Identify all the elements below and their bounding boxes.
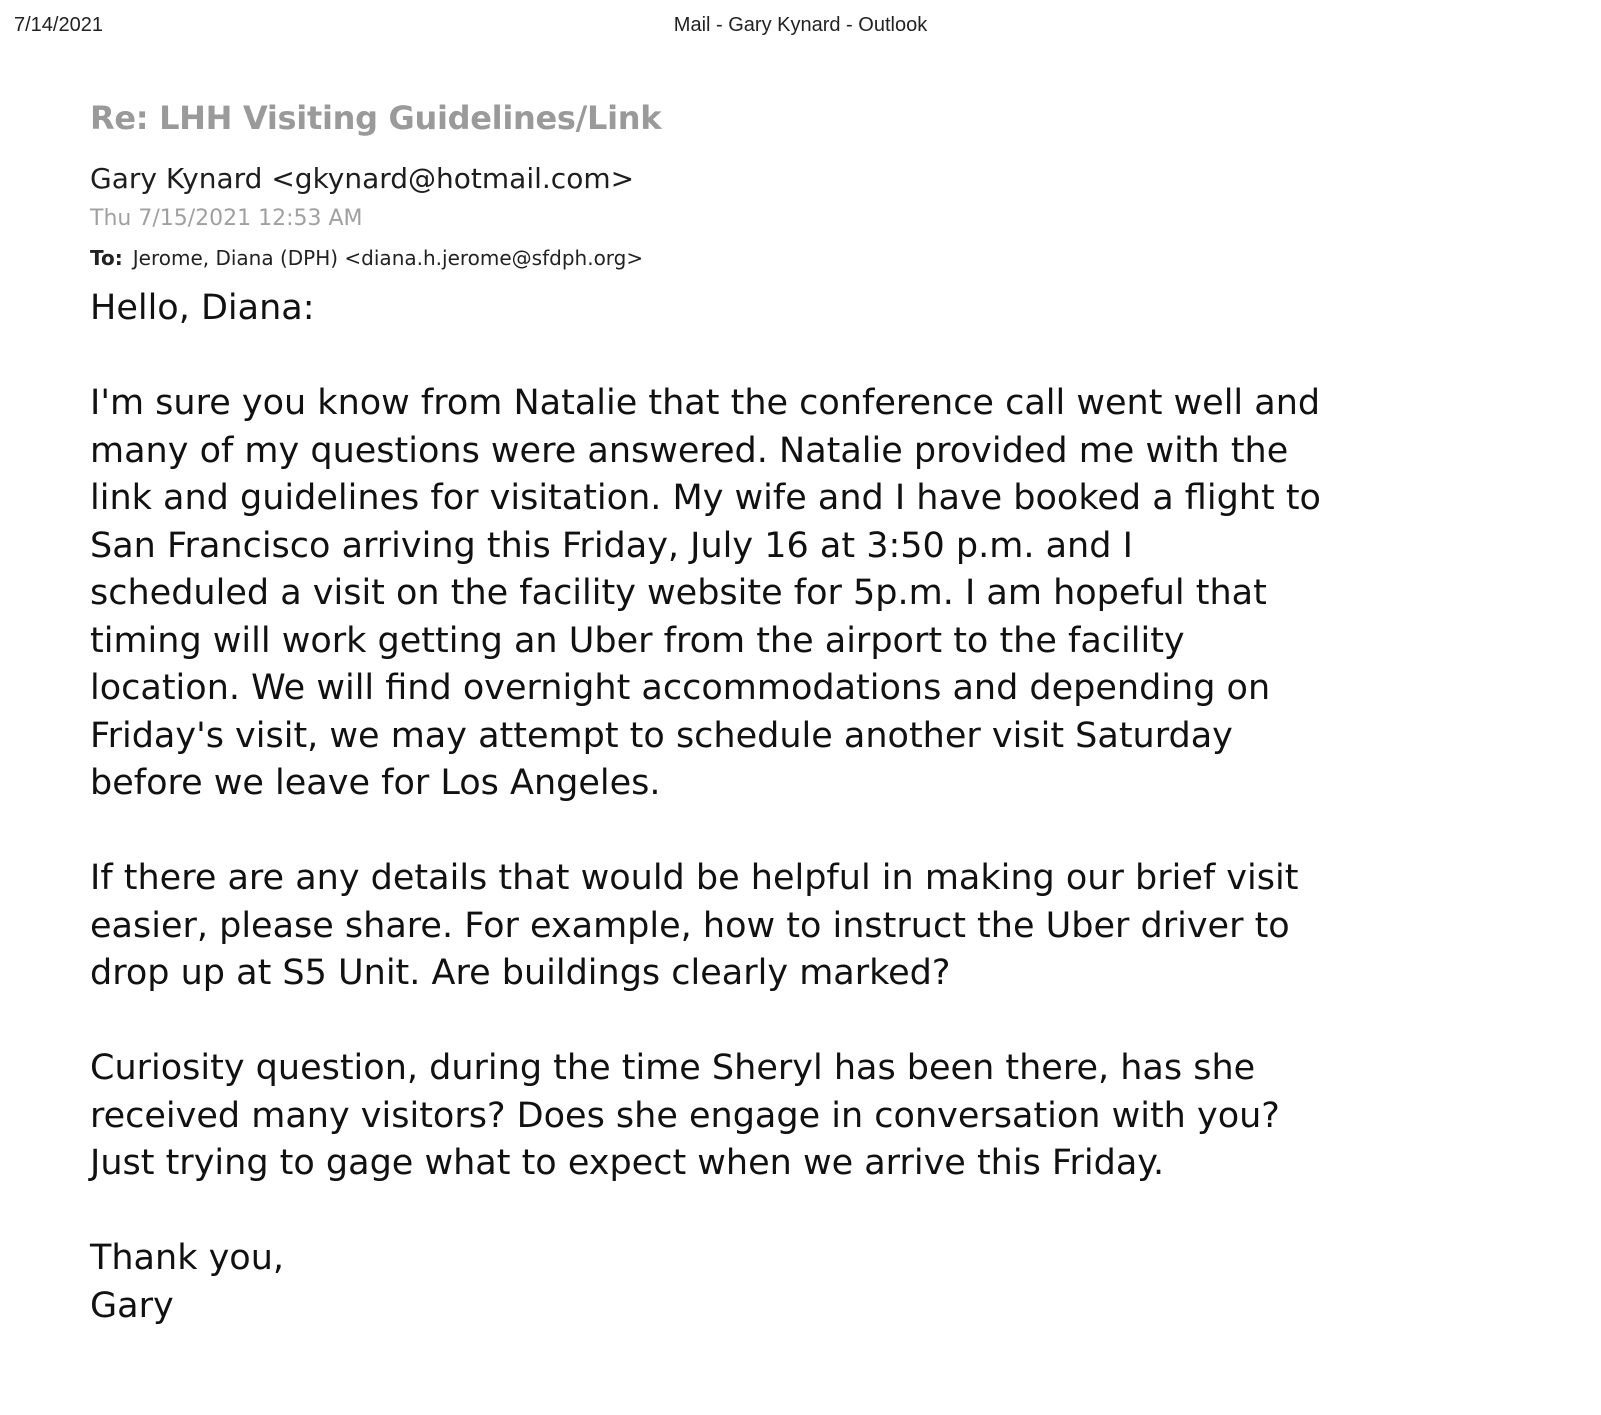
email-signature: Gary [90, 1285, 174, 1326]
body-line: I'm sure you know from Natalie that the conference call went well and [90, 383, 1321, 423]
email-sent-date: Thu 7/15/2021 12:53 AM [90, 206, 363, 231]
body-line: easier, please share. For example, how to instruct the Uber driver to [90, 905, 1290, 946]
body-line: Friday's visit, we may attempt to schedule another visit Saturday [90, 715, 1233, 756]
print-date: 7/14/2021 [14, 14, 103, 36]
body-line: many of my questions were answered. Natalie provided me with the [90, 430, 1289, 471]
email-paragraph-1 [90, 380, 1530, 808]
body-line: Curiosity question, during the time Sheryl has been there, has she [90, 1048, 1256, 1088]
email-body [90, 285, 1530, 1330]
email-closing: Thank you, [90, 1238, 285, 1278]
body-line: received many visitors? Does she engage in conversation with you? [90, 1095, 1280, 1136]
body-line: link and guidelines for visitation. My wife and I have booked a flight to [90, 478, 1321, 518]
print-title: Mail - Gary Kynard - Outlook [673, 14, 928, 36]
email-paragraph-3 [90, 1045, 1530, 1188]
body-line: Just trying to gage what to expect when we arrive this Friday. [90, 1143, 1165, 1183]
body-line: drop up at S5 Unit. Are buildings clearly marked? [90, 953, 951, 993]
body-line: location. We will find overnight accommodations and depending on [90, 668, 1271, 708]
email-message [90, 95, 1530, 1378]
email-greeting: Hello, Diana: [90, 288, 315, 328]
email-subject: Re: LHH Visiting Guidelines/Link [90, 99, 662, 137]
email-recipients [90, 243, 1530, 273]
email-paragraph-2 [90, 855, 1530, 998]
email-sender: Gary Kynard <gkynard@hotmail.com> [90, 162, 635, 195]
body-line: San Francisco arriving this Friday, July 16 at 3:50 p.m. and I [90, 525, 1133, 566]
to-recipient: Jerome, Diana (DPH) <diana.h.jerome@sfdph.org> [132, 246, 644, 270]
print-header [14, 14, 1587, 38]
body-line: If there are any details that would be helpful in making our brief visit [90, 858, 1299, 898]
email-signoff [90, 1235, 1530, 1330]
body-line: before we leave for Los Angeles. [90, 763, 661, 803]
to-label: To: [90, 246, 123, 270]
body-line: timing will work getting an Uber from the airport to the facility [90, 620, 1185, 661]
body-line: scheduled a visit on the facility website for 5p.m. I am hopeful that [90, 573, 1267, 613]
